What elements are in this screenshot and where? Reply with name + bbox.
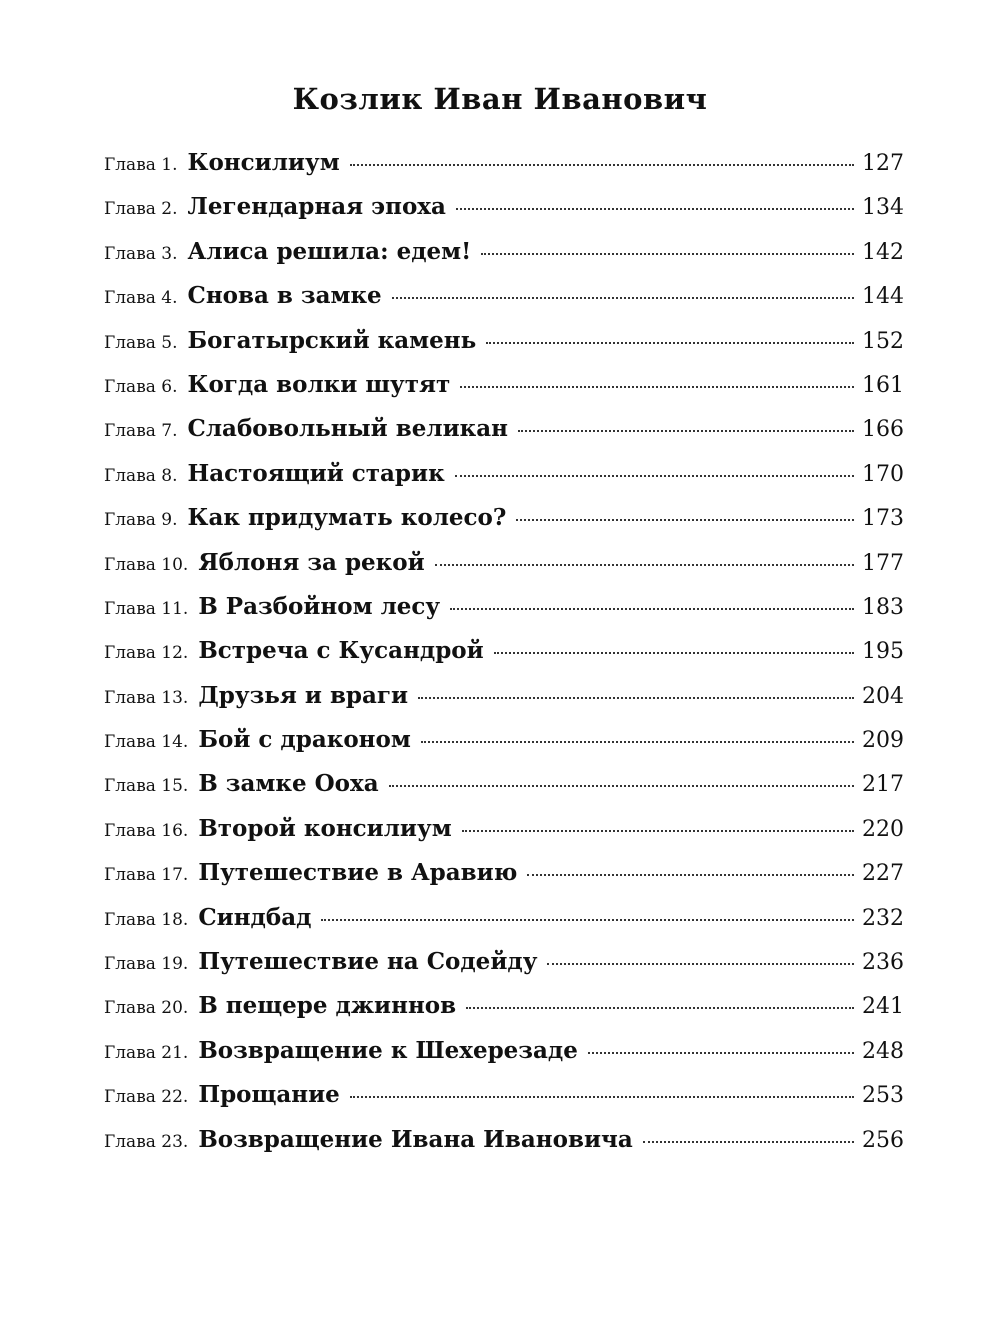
page-number: 256 bbox=[862, 1127, 904, 1153]
toc-entry bbox=[104, 148, 904, 192]
chapter-label: Глава 10. bbox=[104, 554, 189, 575]
chapter-label: Глава 1. bbox=[104, 155, 178, 175]
dot-leader bbox=[421, 741, 854, 743]
toc-entry bbox=[104, 769, 904, 813]
chapter-title: Яблоня за рекой bbox=[198, 548, 425, 576]
toc-entry bbox=[104, 814, 904, 858]
dot-leader bbox=[462, 830, 854, 832]
page-number: 227 bbox=[862, 861, 904, 887]
toc-entry bbox=[104, 237, 904, 281]
toc-entry bbox=[104, 370, 904, 414]
toc-entry bbox=[104, 858, 904, 902]
toc-entry bbox=[104, 947, 904, 991]
chapter-title: Бой с драконом bbox=[198, 726, 411, 754]
toc-entry bbox=[104, 281, 904, 325]
chapter-label: Глава 18. bbox=[104, 909, 189, 930]
dot-leader bbox=[588, 1052, 854, 1054]
chapter-title: Снова в замке bbox=[187, 282, 382, 310]
chapter-title: Богатырский камень bbox=[187, 326, 477, 354]
page-number: 183 bbox=[862, 594, 904, 620]
page-number: 241 bbox=[862, 994, 904, 1020]
chapter-title: Возвращение к Шехерезаде bbox=[198, 1036, 578, 1064]
chapter-label: Глава 14. bbox=[104, 732, 189, 753]
chapter-title: Друзья и враги bbox=[198, 681, 409, 709]
dot-leader bbox=[643, 1141, 854, 1143]
dot-leader bbox=[321, 919, 854, 921]
chapter-title: Второй консилиум bbox=[198, 814, 452, 842]
dot-leader bbox=[466, 1007, 854, 1009]
page-number: 220 bbox=[862, 816, 904, 842]
page-number: 170 bbox=[862, 461, 904, 487]
dot-leader bbox=[418, 697, 854, 699]
page-number: 134 bbox=[862, 195, 904, 221]
dot-leader bbox=[494, 652, 854, 654]
page-number: 177 bbox=[862, 550, 904, 576]
chapter-title: Путешествие на Содейду bbox=[198, 948, 538, 976]
chapter-label: Глава 22. bbox=[104, 1087, 189, 1108]
chapter-title: Легендарная эпоха bbox=[187, 193, 446, 221]
chapter-label: Глава 12. bbox=[104, 643, 189, 664]
page-number: 173 bbox=[862, 506, 904, 532]
chapter-label: Глава 7. bbox=[104, 421, 178, 442]
chapter-label: Глава 3. bbox=[104, 243, 178, 264]
page-number: 248 bbox=[862, 1038, 904, 1064]
toc-entry bbox=[104, 1080, 904, 1124]
toc-entry bbox=[104, 1036, 904, 1080]
toc-entry bbox=[104, 681, 904, 725]
chapter-label: Глава 17. bbox=[104, 865, 189, 886]
dot-leader bbox=[516, 519, 854, 521]
dot-leader bbox=[392, 297, 854, 299]
chapter-label: Глава 2. bbox=[104, 199, 178, 220]
toc-entry bbox=[104, 725, 904, 769]
dot-leader bbox=[435, 564, 854, 566]
toc-entry bbox=[104, 592, 904, 636]
toc-entry bbox=[104, 326, 904, 370]
page-number: 161 bbox=[862, 372, 904, 398]
page-number: 253 bbox=[862, 1083, 904, 1109]
dot-leader bbox=[456, 208, 854, 210]
page-number: 144 bbox=[862, 284, 904, 310]
dot-leader bbox=[527, 874, 854, 876]
table-of-contents bbox=[104, 148, 904, 1169]
dot-leader bbox=[481, 253, 854, 255]
chapter-label: Глава 21. bbox=[104, 1042, 189, 1063]
chapter-title: Как придумать колесо? bbox=[187, 504, 507, 532]
chapter-title: Когда волки шутят bbox=[187, 370, 451, 398]
dot-leader bbox=[460, 386, 854, 388]
chapter-label: Глава 6. bbox=[104, 376, 178, 397]
chapter-title: Алиса решила: едем! bbox=[187, 237, 472, 265]
dot-leader bbox=[350, 164, 854, 166]
page-number: 209 bbox=[862, 728, 904, 754]
dot-leader bbox=[450, 608, 854, 610]
dot-leader bbox=[547, 963, 854, 965]
page-number: 152 bbox=[862, 328, 904, 354]
chapter-title: В замке Ооха bbox=[198, 770, 379, 798]
toc-entry bbox=[104, 903, 904, 947]
toc-entry bbox=[104, 192, 904, 236]
page-number: 204 bbox=[862, 683, 904, 709]
chapter-title: Встреча с Кусандрой bbox=[198, 637, 484, 665]
chapter-title: Слабовольный великан bbox=[187, 415, 508, 443]
dot-leader bbox=[455, 475, 854, 477]
page-title: Козлик Иван Иванович bbox=[292, 82, 708, 116]
dot-leader bbox=[486, 342, 854, 344]
page-number: 195 bbox=[862, 639, 904, 665]
toc-entry bbox=[104, 1125, 904, 1169]
dot-leader bbox=[389, 785, 854, 787]
chapter-label: Глава 16. bbox=[104, 820, 189, 841]
dot-leader bbox=[518, 430, 854, 432]
chapter-label: Глава 8. bbox=[104, 465, 178, 486]
chapter-label: Глава 9. bbox=[104, 510, 178, 531]
chapter-title: В пещере джиннов bbox=[198, 992, 457, 1020]
chapter-label: Глава 5. bbox=[104, 332, 178, 353]
chapter-title: Путешествие в Аравию bbox=[198, 859, 518, 887]
toc-entry bbox=[104, 414, 904, 458]
page-number: 217 bbox=[862, 772, 904, 798]
dot-leader bbox=[350, 1096, 854, 1098]
page-number: 232 bbox=[862, 905, 904, 931]
chapter-title: Настоящий старик bbox=[187, 459, 445, 487]
chapter-title: Прощание bbox=[198, 1081, 340, 1109]
chapter-label: Глава 4. bbox=[104, 288, 178, 309]
toc-entry bbox=[104, 636, 904, 680]
page-number: 127 bbox=[862, 151, 904, 176]
page-number: 142 bbox=[862, 239, 904, 265]
chapter-title: Синдбад bbox=[198, 903, 312, 931]
chapter-title: Консилиум bbox=[187, 149, 340, 176]
chapter-label: Глава 11. bbox=[104, 598, 189, 619]
chapter-label: Глава 13. bbox=[104, 687, 189, 708]
chapter-title: В Разбойном лесу bbox=[198, 592, 441, 620]
chapter-label: Глава 20. bbox=[104, 998, 189, 1019]
page-number: 236 bbox=[862, 950, 904, 976]
chapter-label: Глава 15. bbox=[104, 776, 189, 797]
chapter-title: Возвращение Ивана Ивановича bbox=[198, 1125, 633, 1153]
chapter-label: Глава 23. bbox=[104, 1131, 189, 1152]
toc-entry bbox=[104, 548, 904, 592]
chapter-label: Глава 19. bbox=[104, 954, 189, 975]
page-number: 166 bbox=[862, 417, 904, 443]
toc-entry bbox=[104, 503, 904, 547]
toc-entry bbox=[104, 991, 904, 1035]
toc-entry bbox=[104, 459, 904, 503]
